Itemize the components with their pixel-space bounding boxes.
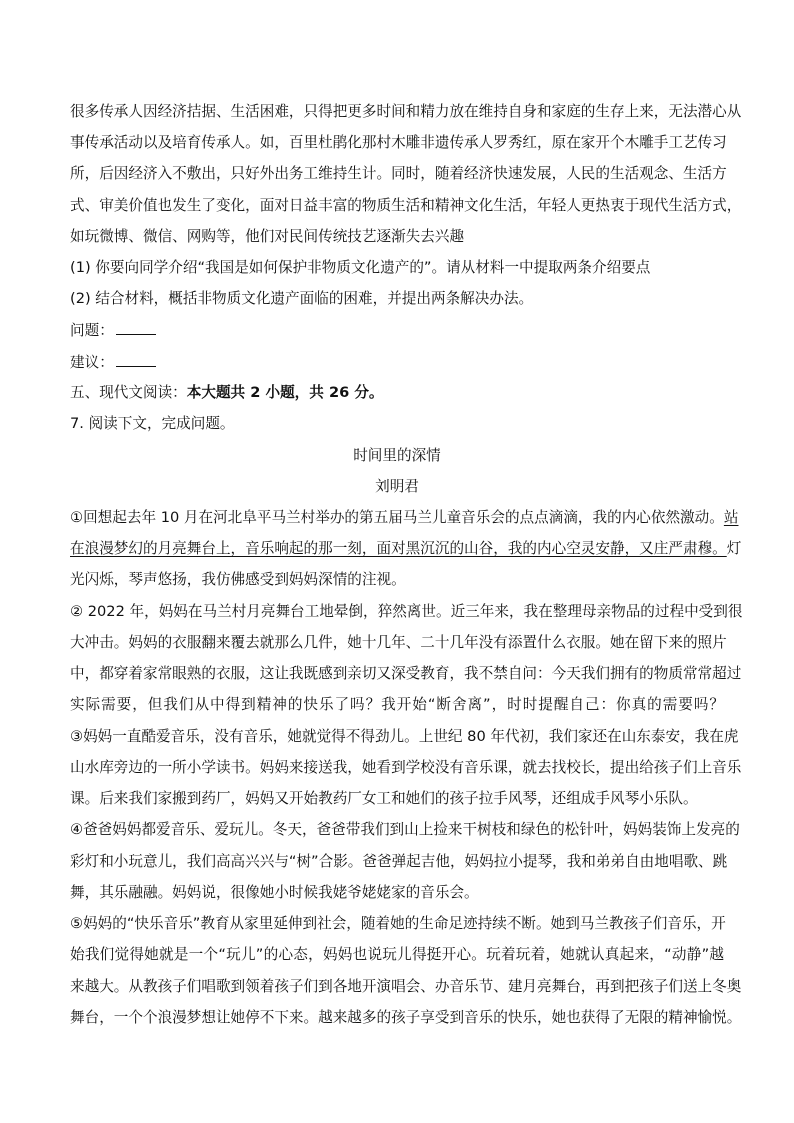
article-p4-line: ④爸爸妈妈都爱音乐、爱玩儿。冬天，爸爸带我们到山上捡来干树枝和绿色的松针叶，妈妈装饰上发亮的 — [70, 821, 740, 838]
article-p3-line: ③妈妈一直酷爱音乐，没有音乐，她就觉得不得劲儿。上世纪 80 年代初，我们家还在山东泰安，我在虎 — [70, 728, 739, 745]
suggestion-answer-line — [70, 352, 724, 373]
article-p5-line: 来越大。从教孩子们唱歌到领着孩子们到各地开演唱会、办音乐节、建月亮舞台，再到把孩子们送上冬奥 — [70, 978, 742, 995]
article-author: 刘明君 — [375, 478, 419, 495]
article-title: 时间里的深情 — [353, 447, 441, 464]
question-7: 7. 阅读下文，完成问题。 — [70, 415, 235, 432]
article-p1-line: ①回想起去年 10 月在河北阜平马兰村举办的第五届马兰儿童音乐会的点点滴滴，我的内心依然激动。站 — [70, 509, 739, 526]
article-p3-line: 课。后来我们家搬到药厂，妈妈又开始教药厂女工和她们的孩子拉手风琴，还组成手风琴小乐队。 — [70, 790, 698, 807]
article-p5-line: 舞台，一个个浪漫梦想让她停不下来。越来越多的孩子享受到音乐的快乐，她也获得了无限的精神愉悦。 — [70, 1009, 742, 1026]
material-line: 事传承活动以及培育传承人。如，百里杜鹃化那村木雕非遗传承人罗秀红，原在家开个木雕手工艺传习 — [70, 134, 727, 151]
article-p2-line: 实际需要，但我们从中得到精神的快乐了吗？我开始“断舍离”，时时提醒自己：你真的需要吗？ — [70, 696, 724, 713]
article-p3-line: 山水库旁边的一所小学读书。妈妈来接送我，她看到学校没有音乐课，就去找校长，提出给孩子们上音乐 — [70, 759, 742, 776]
problem-answer-line — [70, 320, 724, 341]
material-line: 式、审美价值也发生了变化，面对日益丰富的物质生活和精神文化生活，年轻人更热衷于现代生活方式， — [70, 197, 742, 214]
suggestion-label: 建议： — [70, 354, 114, 371]
suggestion-blank[interactable] — [116, 352, 156, 367]
section-5-detail: 本大题共 2 小题，共 26 分。 — [186, 384, 384, 401]
article-p1-line: 在浪漫梦幻的月亮舞台上，音乐响起的那一刻，面对黑沉沉的山谷，我的内心空灵安静，又庄严肃穆。灯 — [70, 540, 742, 557]
section-5-heading — [70, 383, 724, 403]
question-1: (1) 你要向同学介绍“我国是如何保护非物质文化遗产的”。请从材料一中提取两条介绍要点 — [70, 259, 651, 276]
section-5-prefix: 五、现代文阅读： — [70, 384, 187, 401]
problem-blank[interactable] — [116, 320, 156, 335]
article-p1-line: 光闪烁，琴声悠扬，我仿佛感受到妈妈深情的注视。 — [70, 571, 406, 588]
article-p2-line: ② 2022 年，妈妈在马兰村月亮舞台工地晕倒，猝然离世。近三年来，我在整理母亲物品的过程中受到很 — [70, 603, 743, 620]
material-line: 如玩微博、微信、网购等，他们对民间传统技艺逐渐失去兴趣 — [70, 228, 465, 245]
article-p2-line: 中，都穿着家常眼熟的衣服，这让我既感到亲切又深受教育，我不禁自问：今天我们拥有的物质常常超过 — [70, 665, 742, 682]
material-line: 所，后因经济入不敷出，只好外出务工维持生计。同时，随着经济快速发展，人民的生活观念、生活方 — [70, 165, 727, 182]
problem-label: 问题： — [70, 322, 114, 339]
material-line: 很多传承人因经济拮据、生活困难，只得把更多时间和精力放在维持自身和家庭的生存上来，无法潜心从 — [70, 103, 742, 120]
article-p2-line: 大冲击。妈妈的衣服翻来覆去就那么几件，她十几年、二十几年没有添置什么衣服。她在留下来的照片 — [70, 634, 727, 651]
article-p4-line: 舞，其乐融融。妈妈说，很像她小时候我姥爷姥姥家的音乐会。 — [70, 884, 479, 901]
article-p4-line: 彩灯和小玩意儿，我们高高兴兴与“树”合影。爸爸弹起吉他，妈妈拉小提琴，我和弟弟自由地唱歌、跳 — [70, 853, 728, 870]
article-p5-line: 始我们觉得她就是一个“玩儿”的心态，妈妈也说玩儿得挺开心。玩着玩着，她就认真起来，“动静”越 — [70, 946, 724, 963]
article-p5-line: ⑤妈妈的“快乐音乐”教育从家里延伸到社会，随着她的生命足迹持续不断。她到马兰教孩子们音乐，开 — [70, 915, 726, 932]
question-2: (2) 结合材料，概括非物质文化遗产面临的困难，并提出两条解决办法。 — [70, 290, 534, 307]
